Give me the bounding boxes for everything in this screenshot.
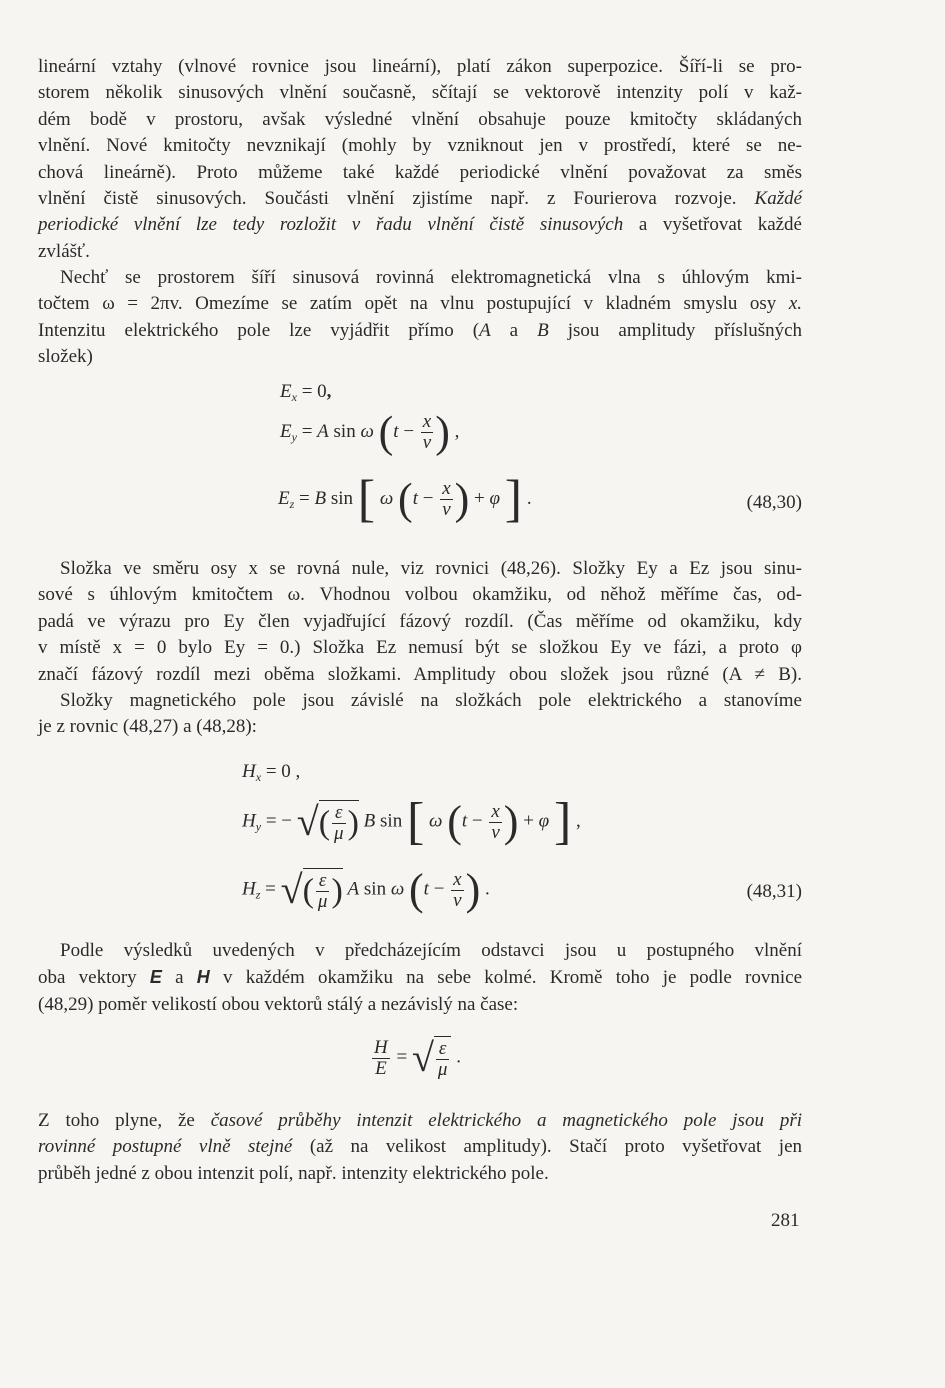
text-line: periodické vlnění lze tedy rozložit v řadu vlnění čistě sinusových a vyšetřovat každé — [38, 214, 802, 236]
emphasis: periodické vlnění lze tedy rozložit v řadu vlnění čistě sinusových — [38, 214, 624, 236]
text-line: Intenzitu elektrického pole lze vyjádřit přímo (A a B jsou amplitudy příslušných — [38, 319, 803, 341]
equation-number: (48,30) — [746, 492, 802, 513]
text-line: vlnění. Nové kmitočty nevznikají (mohly by vzniknout jen v prostředí, které se ne- — [38, 135, 802, 157]
text-line: Nechť se prostorem šíří sinusová rovinná elektromagnetická vlna s úhlovým kmi- — [60, 267, 802, 288]
paragraph-plane-wave — [38, 265, 802, 371]
emphasis: Každé — [754, 188, 803, 210]
text-line: (48,29) poměr velikostí obou vektorů stálý a nezávislý na čase: — [38, 993, 519, 1015]
text-line: rovinné postupné vlně stejné (až na velikost amplitudy). Stačí proto vyšetřovat jen — [38, 1136, 803, 1158]
paragraph-conclusion — [38, 1108, 802, 1187]
text-line: sové s úhlovým kmitočtem ω. Vhodnou volbou okamžiku, od něhož měříme čas, od- — [38, 584, 802, 606]
text-line: storem několik sinusových vlnění současně, sčítají se vektorově intenzity polí v kaž- — [38, 82, 802, 104]
text-line: Složky magnetického pole jsou závislé na složkách pole elektrického a stanovíme — [60, 690, 802, 711]
equation-hx: $H_x = 0$ , — [242, 761, 301, 784]
equation-ez: $E_z = B$ sin [ ω (t − $\frac{x}{v}$ ) + φ ] . — [278, 470, 532, 528]
text-line: v místě x = 0 bylo Ey = 0.) Složka Ez nemusí být se složkou Ey ve fázi, a proto φ — [38, 637, 802, 659]
paragraph-magnetic — [38, 688, 802, 741]
text-line: značí fázový rozdíl mezi oběma složkami. Amplitudy obou složek jsou různé (A ≠ B). — [38, 663, 802, 685]
text-line: chová lineárně). Proto můžeme také každé periodické vlnění považovat za směs — [38, 161, 802, 183]
text-line: padá ve výrazu pro Ey člen vyjadřující fázový rozdíl. (Čas měříme od okamžiku, kdy — [38, 610, 802, 632]
text-line: oba vektory E a H v každém okamžiku na sebe kolmé. Kromě toho je podle rovnice — [38, 967, 803, 989]
text-line: zvlášť. — [38, 240, 90, 262]
text-line: Z toho plyne, že časové průběhy intenzit elektrického a magnetického pole jsou při — [38, 1110, 803, 1131]
text-line: je z rovnic (48,27) a (48,28): — [38, 716, 257, 738]
equation-hz: $H_z$ = √( $\frac{\varepsilon}{\mu}$ ) A sin ω (t − $\frac{x}{v}$ ) . — [242, 865, 490, 914]
page-number: 281 — [771, 1210, 800, 1231]
equation-ex: $E_x = 0$, — [280, 381, 332, 404]
paragraph-perpendicular — [38, 938, 802, 1018]
text-line: Podle výsledků uvedených v předcházejícím odstavci jsou u postupného vlnění — [60, 940, 802, 961]
equation-ey: $E_y = A$ sin ω (t − $\frac{x}{v}$ ) , — [280, 407, 460, 457]
equation-hy: $H_y$ = − √( $\frac{\varepsilon}{\mu}$ ) B sin [ ω (t − $\frac{x}{v}$ ) + φ ] , — [242, 793, 581, 850]
equation-ratio: $\frac{H}{E}$ = √ $\frac{\varepsilon}{\mu}$ . — [374, 1035, 461, 1080]
paragraph-superposition — [38, 54, 802, 265]
text-line: vlnění čistě sinusových. Součásti vlnění zjistíme např. z Fourierova rozvoje. Každé — [38, 188, 803, 210]
equation-number: (48,31) — [746, 881, 802, 902]
text-line: průběh jedné z obou intenzit polí, např. intenzity elektrického pole. — [38, 1162, 549, 1184]
text-line: točtem ω = 2πv. Omezíme se zatím opět na vlnu postupující v kladném smyslu osy x. — [38, 293, 803, 315]
text-line: dém bodě v prostoru, avšak výsledné vlnění obsahuje pouze kmitočty skládaných — [38, 108, 802, 130]
paragraph-components — [38, 556, 802, 688]
text-line: složek) — [38, 346, 93, 368]
text-line: lineární vztahy (vlnové rovnice jsou lineární), platí zákon superpozice. Šíří-li se pro- — [38, 56, 802, 77]
text-line: Složka ve směru osy x se rovná nule, viz rovnici (48,26). Složky Ey a Ez jsou sinu- — [60, 558, 802, 579]
